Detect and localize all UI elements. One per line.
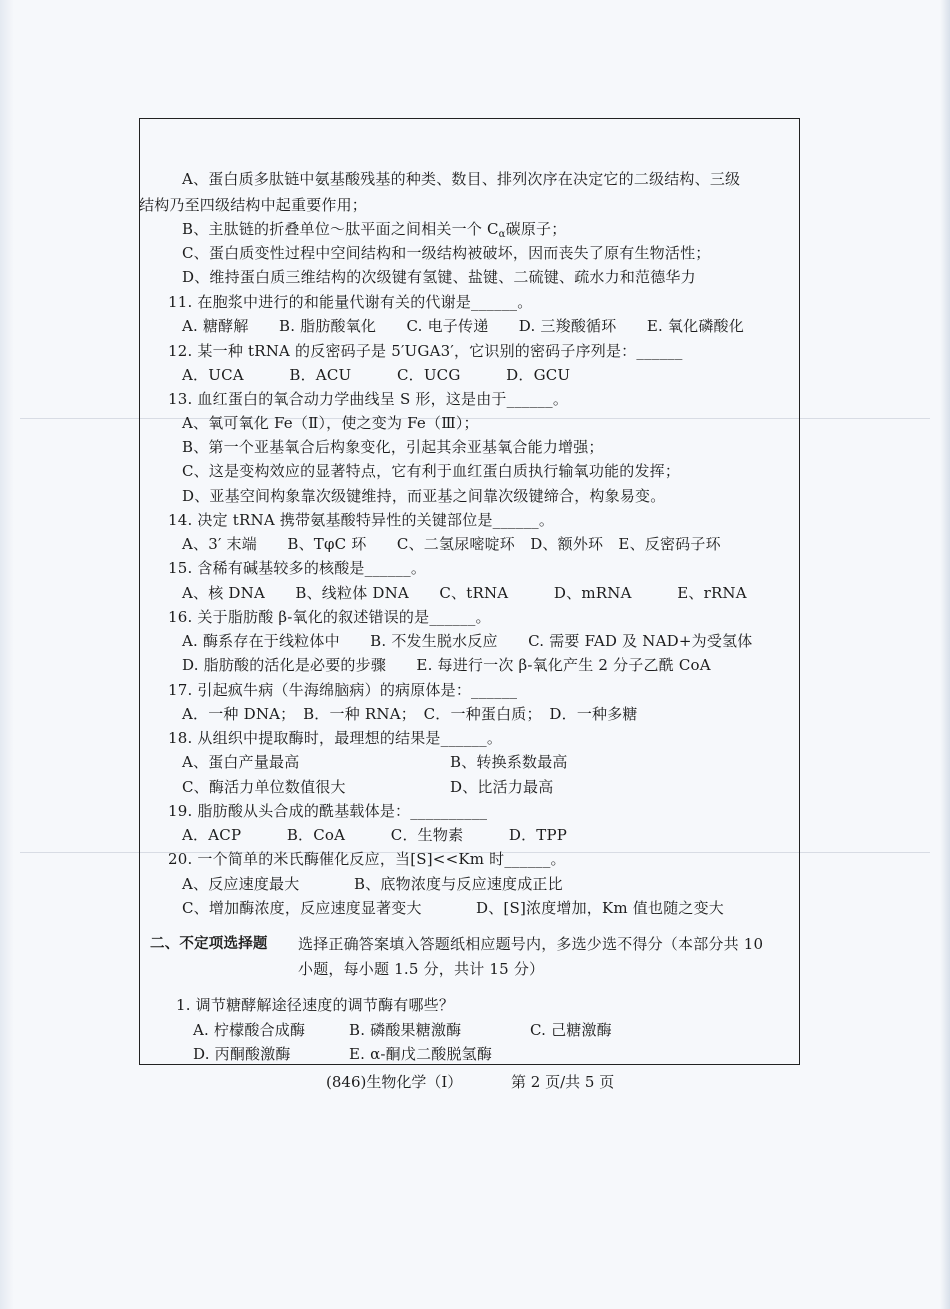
q19-stem: 19. 脂肪酸从头合成的酰基载体是：__________ — [168, 802, 488, 820]
section2-instruction: 选择正确答案填入答题纸相应题号内，多选少选不得分（本部分共 10 — [298, 935, 764, 953]
q18-option-d: D、比活力最高 — [450, 778, 554, 796]
q17-stem: 17. 引起疯牛病（牛海绵脑病）的病原体是：______ — [168, 681, 518, 699]
q18-option-c: C、酶活力单位数值很大 — [182, 778, 346, 796]
q16-stem: 16. 关于脂肪酸 β-氧化的叙述错误的是______。 — [168, 608, 491, 626]
q10-option-d: D、维持蛋白质三维结构的次级键有氢键、盐键、二硫键、疏水力和范德华力 — [182, 268, 696, 286]
q18-option-b: B、转换系数最高 — [450, 753, 568, 771]
s2-q1-option-b: B. 磷酸果糖激酶 — [349, 1021, 462, 1039]
q10-option-b-tail: 碳原子； — [505, 220, 567, 238]
q11-options: A. 糖酵解 B. 脂肪酸氧化 C. 电子传递 D. 三羧酸循环 E. 氧化磷酸化 — [182, 317, 744, 335]
q10-option-b-subscript: α — [498, 229, 506, 240]
q10-option-c: C、蛋白质变性过程中空间结构和一级结构被破坏，因而丧失了原有生物活性； — [182, 244, 711, 262]
q17-options: A．一种 DNA； B．一种 RNA； C．一种蛋白质； D．一种多糖 — [182, 705, 638, 723]
q20-option-b: B、底物浓度与反应速度成正比 — [354, 875, 563, 893]
q12-stem: 12. 某一种 tRNA 的反密码子是 5′UGA3′，它识别的密码子序列是：______ — [168, 342, 683, 360]
q18-stem: 18. 从组织中提取酶时，最理想的结果是______。 — [168, 729, 503, 747]
q16-options-line1: A. 酶系存在于线粒体中 B. 不发生脱水反应 C. 需要 FAD 及 NAD+为受氢体 — [182, 632, 753, 650]
q20-option-a: A、反应速度最大 — [182, 875, 300, 893]
q19-options: A．ACP B．CoA C．生物素 D．TPP — [182, 826, 568, 844]
q13-option-b: B、第一个亚基氧合后构象变化，引起其余亚基氧合能力增强； — [182, 438, 604, 456]
q14-options: A、3′ 末端 B、TφC 环 C、二氢尿嘧啶环 D、额外环 E、反密码子环 — [182, 535, 721, 553]
q13-option-c: C、这是变构效应的显著特点，它有利于血红蛋白质执行输氧功能的发挥； — [182, 462, 681, 480]
q20-option-d: D、[S]浓度增加，Km 值也随之变大 — [476, 899, 725, 917]
q10-option-a-cont: 结构乃至四级结构中起重要作用； — [139, 196, 368, 214]
s2-q1-option-e: E. α-酮戊二酸脱氢酶 — [349, 1045, 493, 1063]
footer-page-number: 第 2 页/共 5 页 — [511, 1073, 615, 1091]
q11-stem: 11. 在胞浆中进行的和能量代谢有关的代谢是______。 — [168, 293, 533, 311]
section2-instruction-cont: 小题，每小题 1.5 分，共计 15 分） — [298, 960, 545, 978]
q15-options: A、核 DNA B、线粒体 DNA C、tRNA D、mRNA E、rRNA — [182, 584, 747, 602]
q13-option-d: D、亚基空间构象靠次级键维持，而亚基之间靠次级键缔合，构象易变。 — [182, 487, 666, 505]
s2-q1-stem: 1. 调节糖酵解途径速度的调节酶有哪些？ — [176, 996, 455, 1014]
q16-options-line2: D. 脂肪酸的活化是必要的步骤 E. 每进行一次 β-氧化产生 2 分子乙酰 CoA — [182, 656, 711, 674]
q10-option-b — [182, 219, 566, 245]
s2-q1-option-a: A. 柠檬酸合成酶 — [193, 1021, 306, 1039]
s2-q1-option-d: D. 丙酮酸激酶 — [193, 1045, 291, 1063]
q12-options: A．UCA B．ACU C．UCG D．GCU — [182, 366, 571, 384]
footer-course: (846)生物化学（Ⅰ） — [326, 1073, 463, 1091]
q18-option-a: A、蛋白产量最高 — [182, 753, 300, 771]
q10-option-b-text: B、主肽链的折叠单位～肽平面之间相关一个 C — [182, 220, 499, 238]
q10-option-a: A、蛋白质多肽链中氨基酸残基的种类、数目、排列次序在决定它的二级结构、三级 — [182, 170, 741, 188]
q20-option-c: C、增加酶浓度，反应速度显著变大 — [182, 899, 422, 917]
q13-stem: 13. 血红蛋白的氧合动力学曲线呈 S 形，这是由于______。 — [168, 390, 569, 408]
s2-q1-option-c: C. 己糖激酶 — [530, 1021, 612, 1039]
q20-stem: 20. 一个简单的米氏酶催化反应，当[S]<<Km 时______。 — [168, 850, 566, 868]
q14-stem: 14. 决定 tRNA 携带氨基酸特异性的关键部位是______。 — [168, 511, 555, 529]
q15-stem: 15. 含稀有碱基较多的核酸是______。 — [168, 559, 427, 577]
q13-option-a: A、氧可氧化 Fe（Ⅱ），使之变为 Fe（Ⅲ）； — [182, 414, 479, 432]
scan-edge — [940, 0, 950, 1309]
section2-title: 二、不定项选择题 — [150, 936, 268, 952]
scan-edge — [0, 0, 14, 1309]
